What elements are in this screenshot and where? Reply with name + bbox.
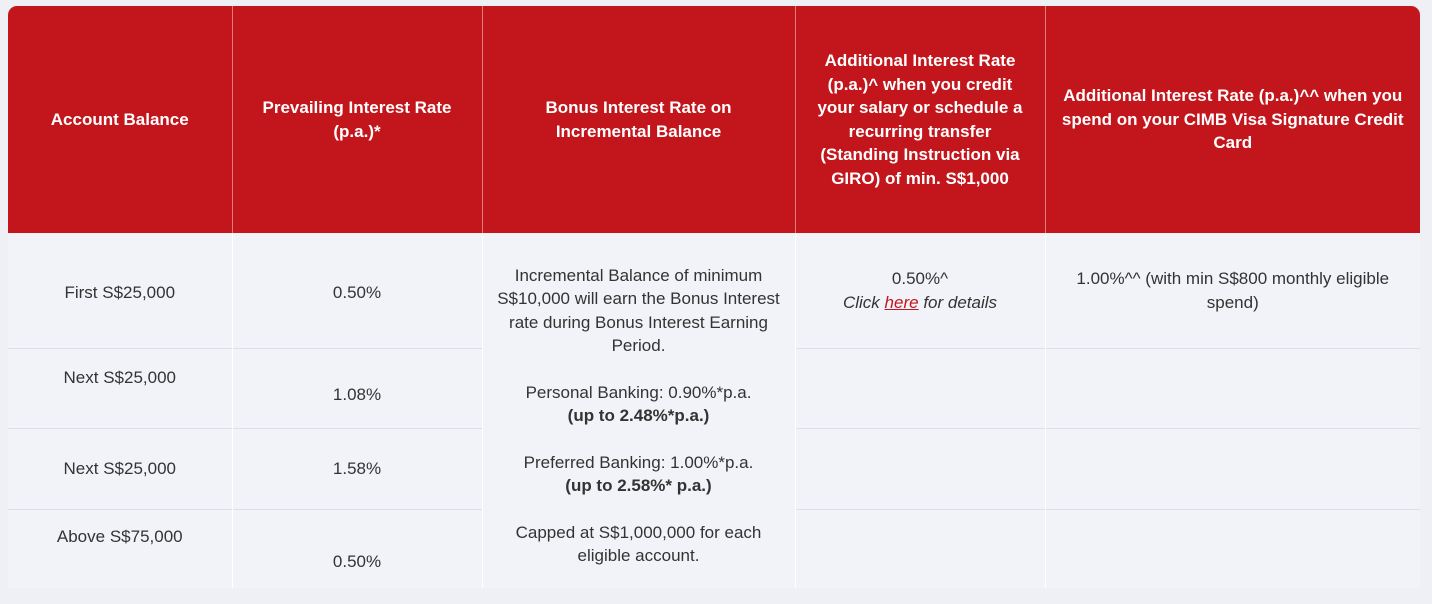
header-prevailing-rate: Prevailing Interest Rate (p.a.)* [232,6,482,233]
additional-card-rate-cell: 1.00%^^ (with min S$800 monthly eligible spend) [1045,233,1420,348]
empty-cell [795,509,1045,588]
interest-rate-table-container [8,6,1420,588]
balance-tier-cell: Next S$25,000 [8,428,232,509]
header-additional-salary-rate: Additional Interest Rate (p.a.)^ when you credit your salary or schedule a recurring transfer (Standing Instruction via GIRO) of min. S$1,000 [795,6,1045,233]
header-additional-card-rate: Additional Interest Rate (p.a.)^^ when you spend on your CIMB Visa Signature Credit Card [1045,6,1420,233]
balance-tier-cell: Next S$25,000 [8,348,232,428]
prevailing-rate-cell: 0.50% [232,233,482,348]
empty-cell [795,348,1045,428]
prevailing-rate-cell: 0.50% [232,509,482,588]
personal-banking-max-rate: (up to 2.48%*p.a.) [567,406,710,425]
bonus-intro-text: Incremental Balance of minimum S$10,000 will earn the Bonus Interest rate during Bonus Interest Earning Period. [497,265,780,355]
details-link[interactable]: here [884,292,919,312]
empty-cell [795,428,1045,509]
preferred-banking-rate: Preferred Banking: 1.00%*p.a. [523,452,754,472]
bonus-cap-text: Capped at S$1,000,000 for each eligible account. [515,522,762,565]
bonus-rate-cell [482,233,795,588]
details-text [808,291,1033,315]
preferred-banking-max-rate: (up to 2.58%* p.a.) [565,476,712,495]
interest-rate-table [8,6,1420,588]
header-account-balance: Account Balance [8,6,232,233]
personal-banking-rate: Personal Banking: 0.90%*p.a. [525,382,752,402]
empty-cell [1045,428,1420,509]
additional-salary-rate: 0.50%^ [891,269,949,288]
prevailing-rate-cell: 1.58% [232,428,482,509]
table-row [8,233,1420,348]
balance-tier-cell: First S$25,000 [64,282,176,302]
empty-cell [1045,348,1420,428]
empty-cell [1045,509,1420,588]
prevailing-rate-cell: 1.08% [232,348,482,428]
header-bonus-rate: Bonus Interest Rate on Incremental Balance [482,6,795,233]
table-header-row [8,6,1420,233]
details-prefix: Click [842,292,880,312]
additional-salary-rate-cell [795,233,1045,348]
details-suffix: for details [923,292,998,312]
balance-tier-cell: Above S$75,000 [8,509,232,588]
